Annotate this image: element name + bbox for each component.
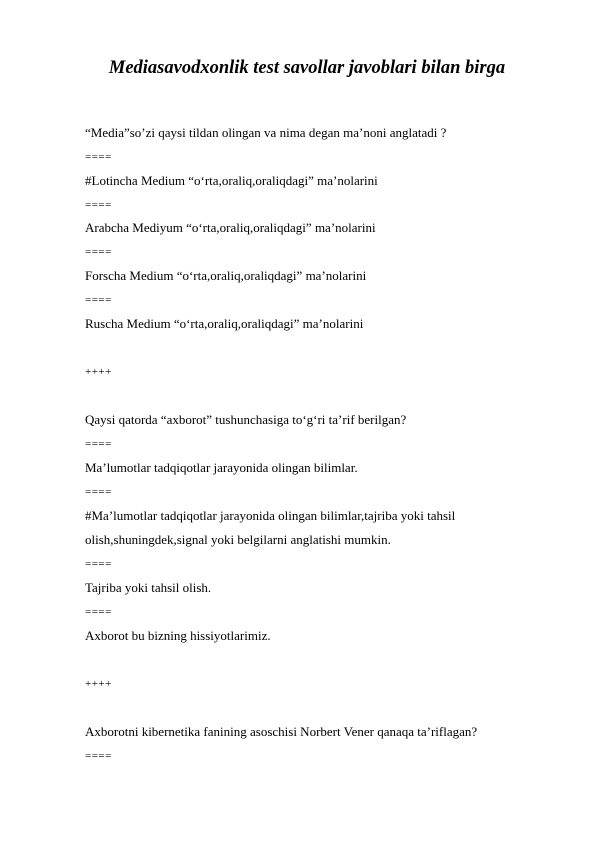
answer-1-d: Ruscha Medium “o‘rta,oraliq,oraliqdagi” ma’nolarini bbox=[85, 316, 364, 331]
question-2: Qaysi qatorda “axborot” tushunchasiga to‘g‘ri ta’rif berilgan? bbox=[85, 412, 407, 427]
answer-2-b: #Ma’lumotlar tadqiqotlar jarayonida olingan bilimlar,tajriba yoki tahsil bbox=[85, 508, 456, 523]
answer-2-b-continued: olish,shuningdek,signal yoki belgilarni anglatishi mumkin. bbox=[85, 532, 391, 547]
separator: ==== bbox=[85, 246, 112, 258]
separator: ==== bbox=[85, 558, 112, 570]
answer-1-c: Forscha Medium “o‘rta,oraliq,oraliqdagi” ma’nolarini bbox=[85, 268, 367, 283]
separator: ==== bbox=[85, 438, 112, 450]
answer-1-b: Arabcha Mediyum “o‘rta,oraliq,oraliqdagi” ma’nolarini bbox=[85, 220, 376, 235]
answer-2-a: Ma’lumotlar tadqiqotlar jarayonida olingan bilimlar. bbox=[85, 460, 358, 475]
question-divider: ++++ bbox=[85, 366, 112, 378]
separator: ==== bbox=[85, 606, 112, 618]
separator: ==== bbox=[85, 199, 112, 211]
question-divider: ++++ bbox=[85, 678, 112, 690]
separator: ==== bbox=[85, 294, 112, 306]
question-1: “Media”so’zi qaysi tildan olingan va nima degan ma’noni anglatadi ? bbox=[85, 125, 447, 140]
answer-2-d: Axborot bu bizning hissiyotlarimiz. bbox=[85, 628, 271, 643]
answer-2-c: Tajriba yoki tahsil olish. bbox=[85, 580, 212, 595]
page-title: Mediasavodxonlik test savollar javoblari bilan birga bbox=[108, 58, 506, 78]
separator: ==== bbox=[85, 486, 112, 498]
separator: ==== bbox=[85, 151, 112, 163]
question-3: Axborotni kibernetika fanining asoschisi Norbert Vener qanaqa ta’riflagan? bbox=[85, 724, 478, 739]
separator: ==== bbox=[85, 750, 112, 762]
answer-1-a: #Lotincha Medium “o‘rta,oraliq,oraliqdagi” ma’nolarini bbox=[85, 173, 378, 188]
